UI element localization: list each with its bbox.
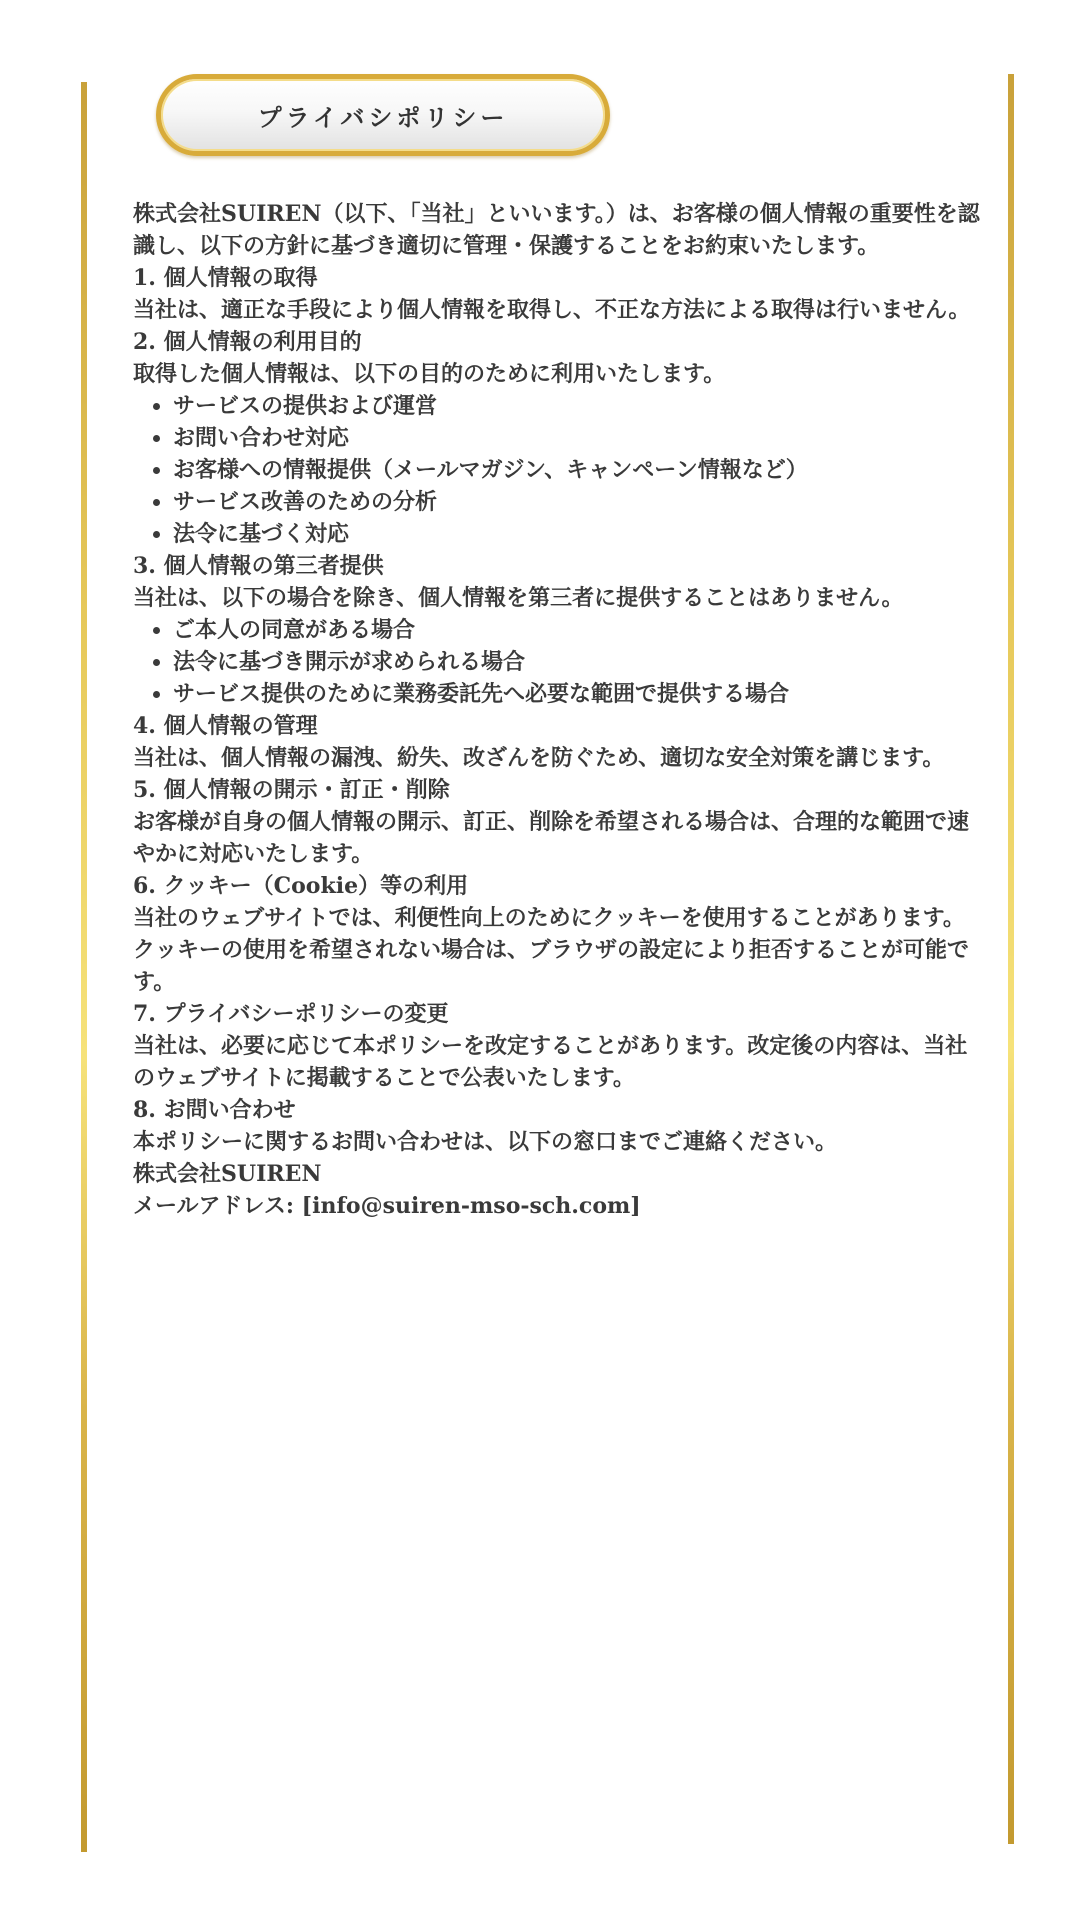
section-body-2: 取得した個人情報は、以下の目的のために利用いたします。 bbox=[133, 361, 726, 387]
section-list-3 bbox=[133, 614, 985, 710]
list-item: • お問い合わせ対応 bbox=[173, 422, 985, 454]
section-heading-3: 3. 個人情報の第三者提供 bbox=[133, 553, 384, 579]
section-heading-2: 2. 個人情報の利用目的 bbox=[133, 329, 362, 355]
list-item: • サービスの提供および運営 bbox=[173, 390, 985, 422]
contact-email[interactable]: メールアドレス: [info@suiren-mso-sch.com] bbox=[133, 1193, 641, 1219]
section-heading-7: 7. プライバシーポリシーの変更 bbox=[133, 1001, 449, 1027]
list-item: • 法令に基づき開示が求められる場合 bbox=[173, 646, 985, 678]
contact-company: 株式会社SUIREN bbox=[133, 1161, 322, 1187]
section-body-6: 当社のウェブサイトでは、利便性向上のためにクッキーを使用することがあります。クッキーの使用を希望されない場合は、ブラウザの設定により拒否することが可能です。 bbox=[133, 905, 970, 995]
section-heading-6: 6. クッキー（Cookie）等の利用 bbox=[133, 873, 469, 899]
list-item: • サービス提供のために業務委託先へ必要な範囲で提供する場合 bbox=[173, 678, 985, 710]
title-badge bbox=[156, 74, 610, 156]
section-heading-1: 1. 個人情報の取得 bbox=[133, 265, 318, 291]
list-item: • サービス改善のための分析 bbox=[173, 486, 985, 518]
page-title: プライバシポリシー bbox=[257, 102, 509, 132]
section-list-2 bbox=[133, 390, 985, 550]
section-heading-4: 4. 個人情報の管理 bbox=[133, 713, 318, 739]
list-item: • 法令に基づく対応 bbox=[173, 518, 985, 550]
section-body-1: 当社は、適正な手段により個人情報を取得し、不正な方法による取得は行いません。 bbox=[133, 297, 971, 323]
section-heading-5: 5. 個人情報の開示・訂正・削除 bbox=[133, 777, 450, 803]
right-gold-border bbox=[1008, 74, 1014, 1844]
left-gold-border bbox=[81, 82, 87, 1852]
section-body-4: 当社は、個人情報の漏洩、紛失、改ざんを防ぐため、適切な安全対策を講じます。 bbox=[133, 745, 945, 771]
section-body-7: 当社は、必要に応じて本ポリシーを改定することがあります。改定後の内容は、当社のウェブサイトに掲載することで公表いたします。 bbox=[133, 1033, 968, 1091]
section-body-8: 本ポリシーに関するお問い合わせは、以下の窓口までご連絡ください。 bbox=[133, 1129, 838, 1155]
list-item: • お客様への情報提供（メールマガジン、キャンペーン情報など） bbox=[173, 454, 985, 486]
section-body-3: 当社は、以下の場合を除き、個人情報を第三者に提供することはありません。 bbox=[133, 585, 904, 611]
policy-content bbox=[133, 198, 985, 1222]
intro-paragraph: 株式会社SUIREN（以下、「当社」といいます。）は、お客様の個人情報の重要性を認識し、以下の方針に基づき適切に管理・保護することをお約束いたします。 bbox=[133, 201, 980, 259]
section-heading-8: 8. お問い合わせ bbox=[133, 1097, 296, 1123]
section-body-5: お客様が自身の個人情報の開示、訂正、削除を希望される場合は、合理的な範囲で速やかに対応いたします。 bbox=[133, 809, 970, 867]
list-item: • ご本人の同意がある場合 bbox=[173, 614, 985, 646]
